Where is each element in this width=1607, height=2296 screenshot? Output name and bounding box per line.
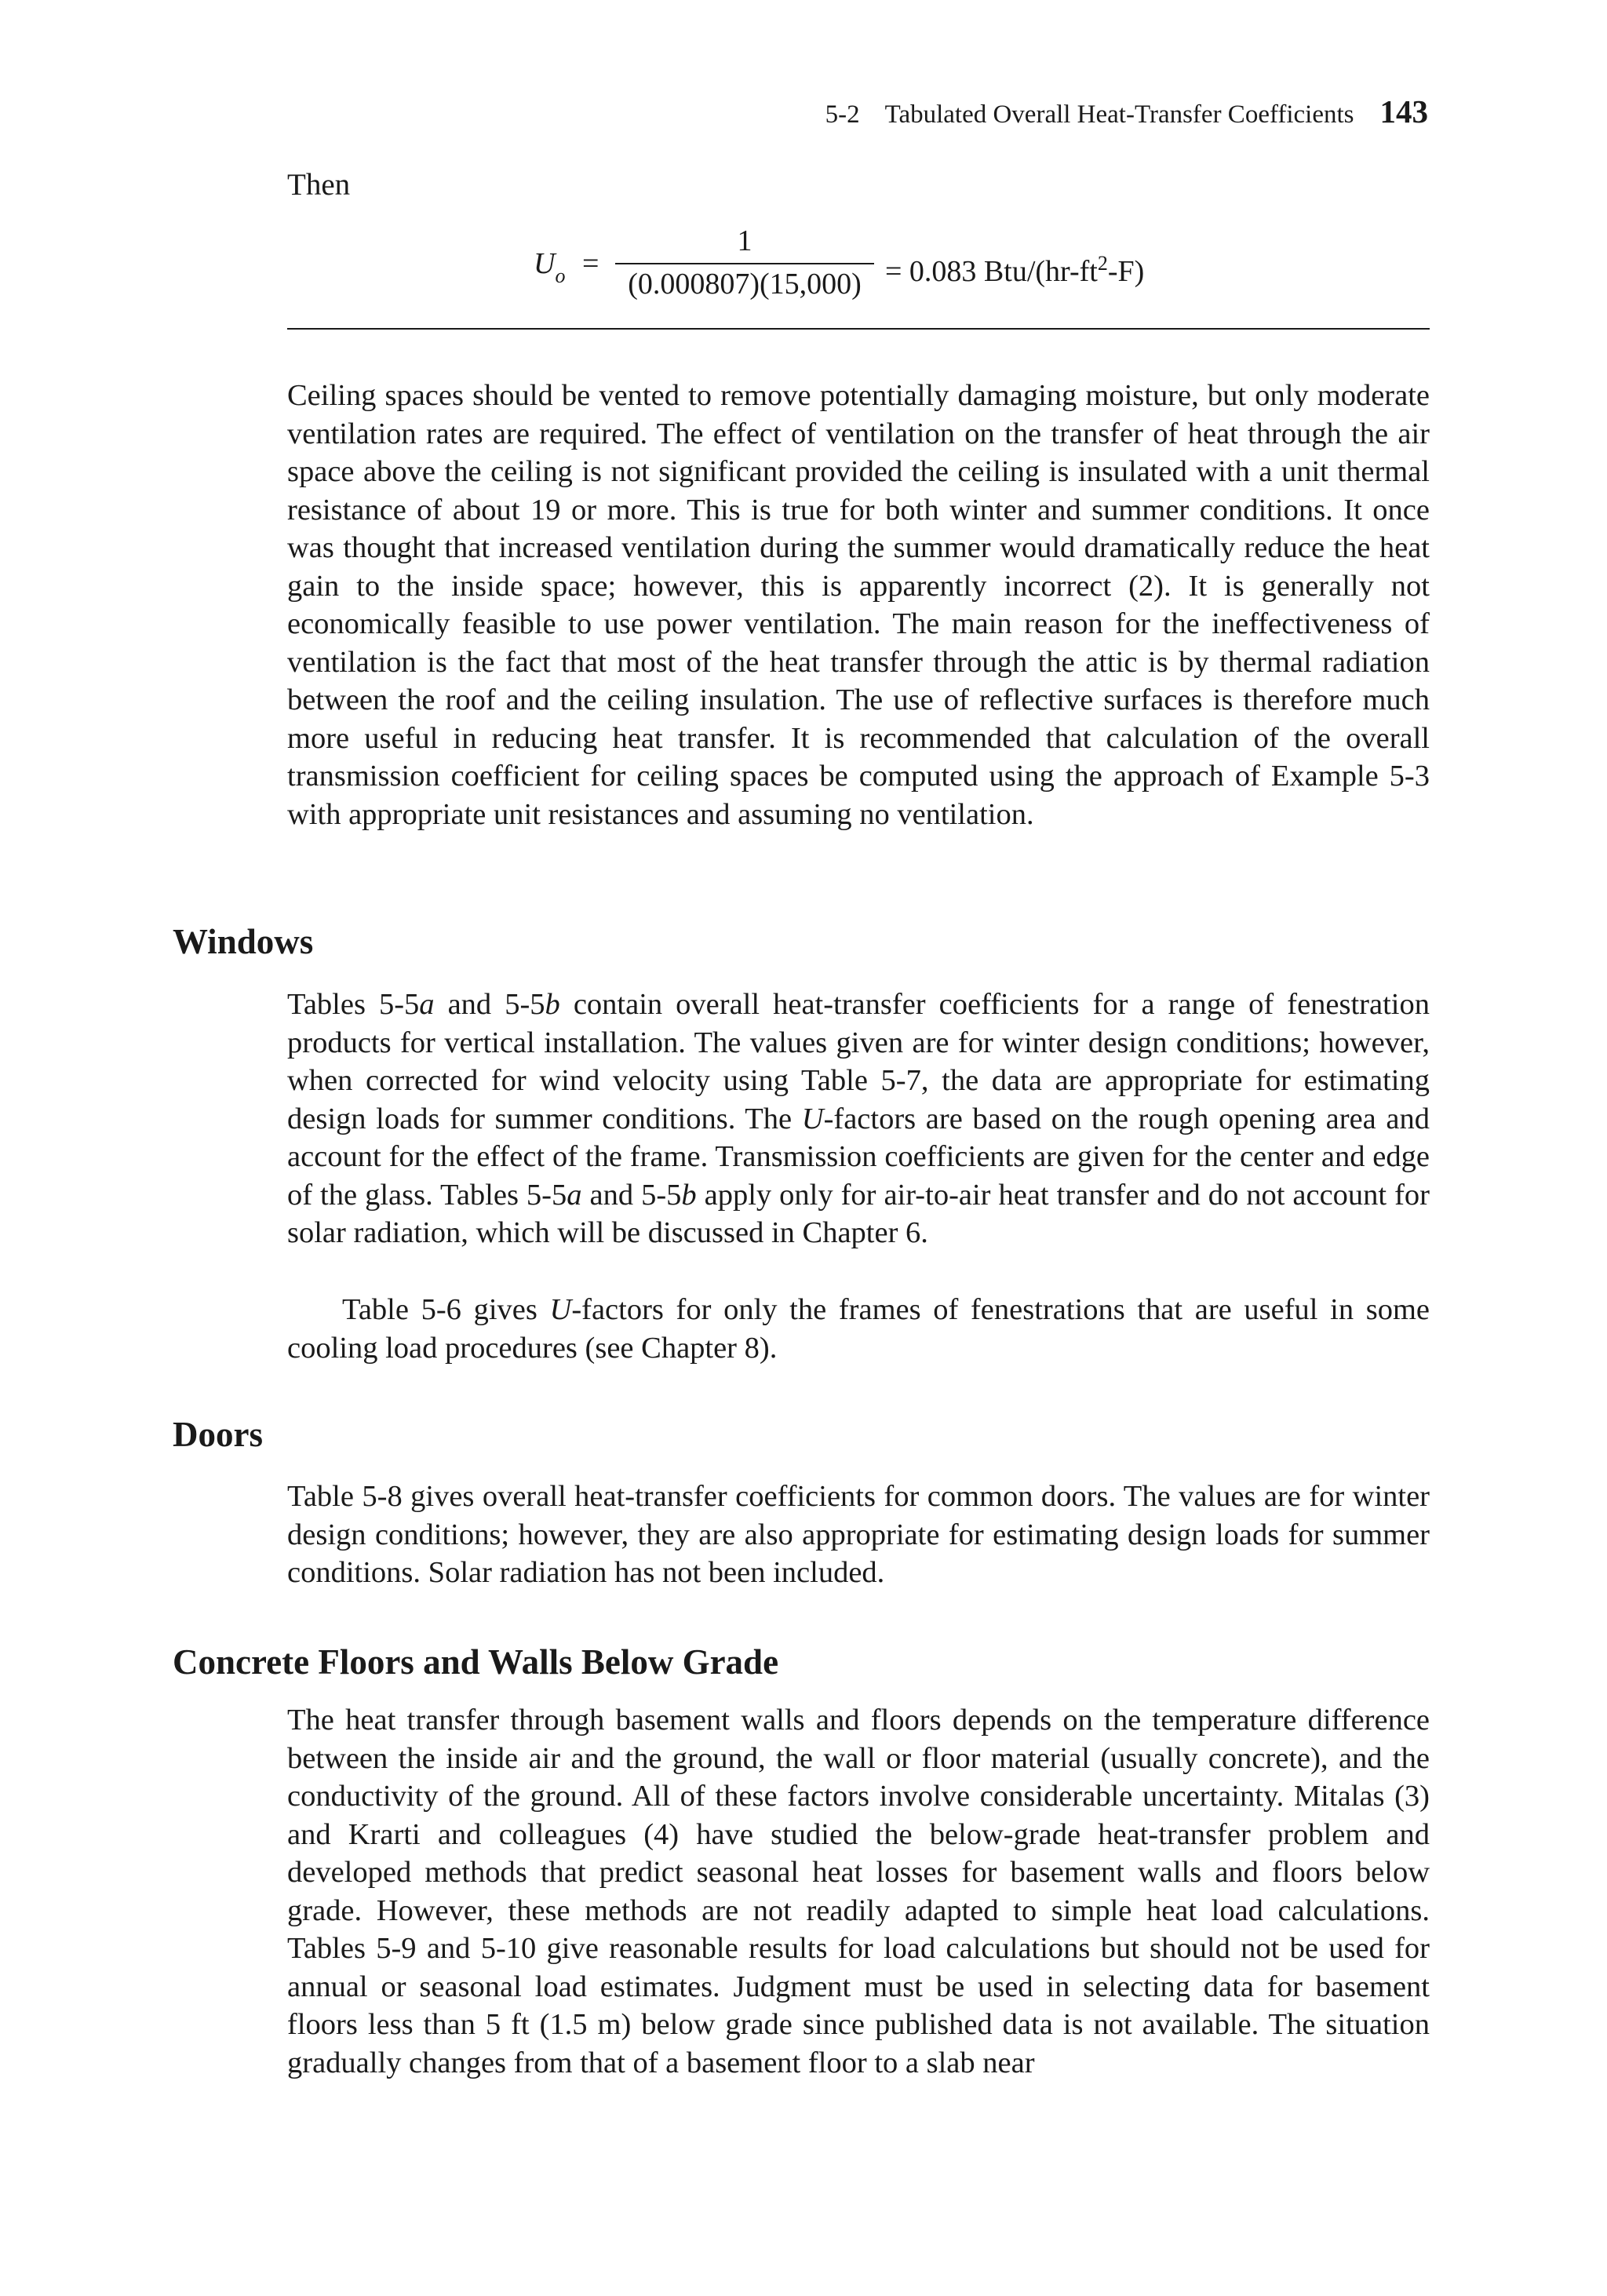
equation-denominator: (0.000807)(15,000) <box>628 268 862 301</box>
concrete-paragraph: The heat transfer through basement walls and floors depends on the temperature difference between the inside air and the ground, the wall or floor material (usually concrete), and the conductivity of the ground. All of these factors involve considerable uncertainty. Mitalas (3) and Krarti and colleagues (4) have studied the below-grade heat-transfer problem and developed methods that predict seasonal heat losses for basement walls and floors below grade. However, these methods are not readily adapted to simple heat load calculations. Tables 5-9 and 5-10 give reasonable results for load calculations but should not be used for annual or seasonal load estimates. Judgment must be used in selecting data for basement floors less than 5 ft (1.5 m) below grade since published data is not available. The situation gradually changes from that of a basement floor to a slab near <box>287 1704 1430 2079</box>
text-run: Tables 5-5 <box>287 988 420 1021</box>
equation-rhs-superscript: 2 <box>1097 252 1108 275</box>
doors-heading: Doors <box>173 1415 263 1454</box>
windows-heading: Windows <box>173 922 314 961</box>
concrete-heading: Concrete Floors and Walls Below Grade <box>173 1642 779 1682</box>
equation-lhs-subscript: o <box>555 264 566 287</box>
equation-equals-sign: = <box>582 247 599 280</box>
text-run: contain overall heat-transfer coefficients for a range of fenestration products for vertical installation. The values given are for winter design conditions; however, when corrected for wind velocity using Table 5-7, the data are appropriate for estimating design loads for summer conditions. The <box>287 988 1430 1135</box>
text-run-italic: a <box>419 988 435 1021</box>
equation-fraction <box>615 221 874 304</box>
text-run-italic: b <box>681 1178 697 1212</box>
equation-lhs-symbol: U <box>534 247 556 280</box>
windows-paragraph-2 <box>287 1291 1430 1367</box>
running-head <box>825 93 1428 133</box>
running-head-title: Tabulated Overall Heat-Transfer Coefficients <box>884 100 1354 129</box>
text-run: -factors for only the frames of fenestrations that are useful in some cooling load procedures (see Chapter 8). <box>287 1293 1430 1365</box>
doors-paragraph: Table 5-8 gives overall heat-transfer coefficients for common doors. The values are for winter design conditions; however, they are also appropriate for estimating design loads for summer conditions. Solar radiation has not been included. <box>287 1480 1430 1589</box>
equation-rhs-suffix: -F) <box>1107 255 1145 288</box>
text-run-italic: U <box>801 1102 824 1135</box>
equation-rhs <box>885 245 1144 290</box>
text-run: Table 5-6 gives <box>342 1293 550 1326</box>
text-run: and 5-5 <box>434 988 545 1021</box>
equation-numerator: 1 <box>737 224 752 257</box>
text-run-italic: a <box>567 1178 582 1212</box>
example-end-rule <box>287 328 1430 330</box>
text-run: and 5-5 <box>581 1178 682 1212</box>
equation-rhs-prefix: = 0.083 Btu/(hr-ft <box>885 255 1098 288</box>
text-run-italic: U <box>549 1293 572 1326</box>
then-text: Then <box>287 168 351 202</box>
text-run: apply only for air-to-air heat transfer and do not account for solar radiation, which will be discussed in Chapter 6. <box>287 1178 1430 1249</box>
running-head-section: 5-2 <box>825 100 860 129</box>
equation-lhs <box>534 245 565 295</box>
text-run: -factors are based on the rough opening area and account for the effect of the frame. Transmission coefficients are given for the center and edge of the glass. Tables 5-5 <box>287 1102 1430 1212</box>
text-run-italic: b <box>545 988 560 1021</box>
windows-paragraph-1 <box>287 986 1430 1252</box>
page-number: 143 <box>1379 93 1428 129</box>
ceiling-paragraph: Ceiling spaces should be vented to remove potentially damaging moisture, but only moderate ventilation rates are required. The effect of ventilation on the transfer of heat through the air space above the ceiling is not significant provided the ceiling is insulated with a unit thermal resistance of about 19 or more. This is true for both winter and summer conditions. It once was thought that increased ventilation during the summer would dramatically reduce the heat gain to the inside space; however, this is apparently incorrect (2). It is generally not economically feasible to use power ventilation. The main reason for the ineffectiveness of ventilation is the fact that most of the heat transfer through the attic is by thermal radiation between the roof and the ceiling insulation. The use of reflective surfaces is therefore much more useful in reducing heat transfer. It is recommended that calculation of the overall transmission coefficient for ceiling spaces be computed using the approach of Example 5-3 with appropriate unit resistances and assuming no ventilation. <box>287 379 1430 831</box>
